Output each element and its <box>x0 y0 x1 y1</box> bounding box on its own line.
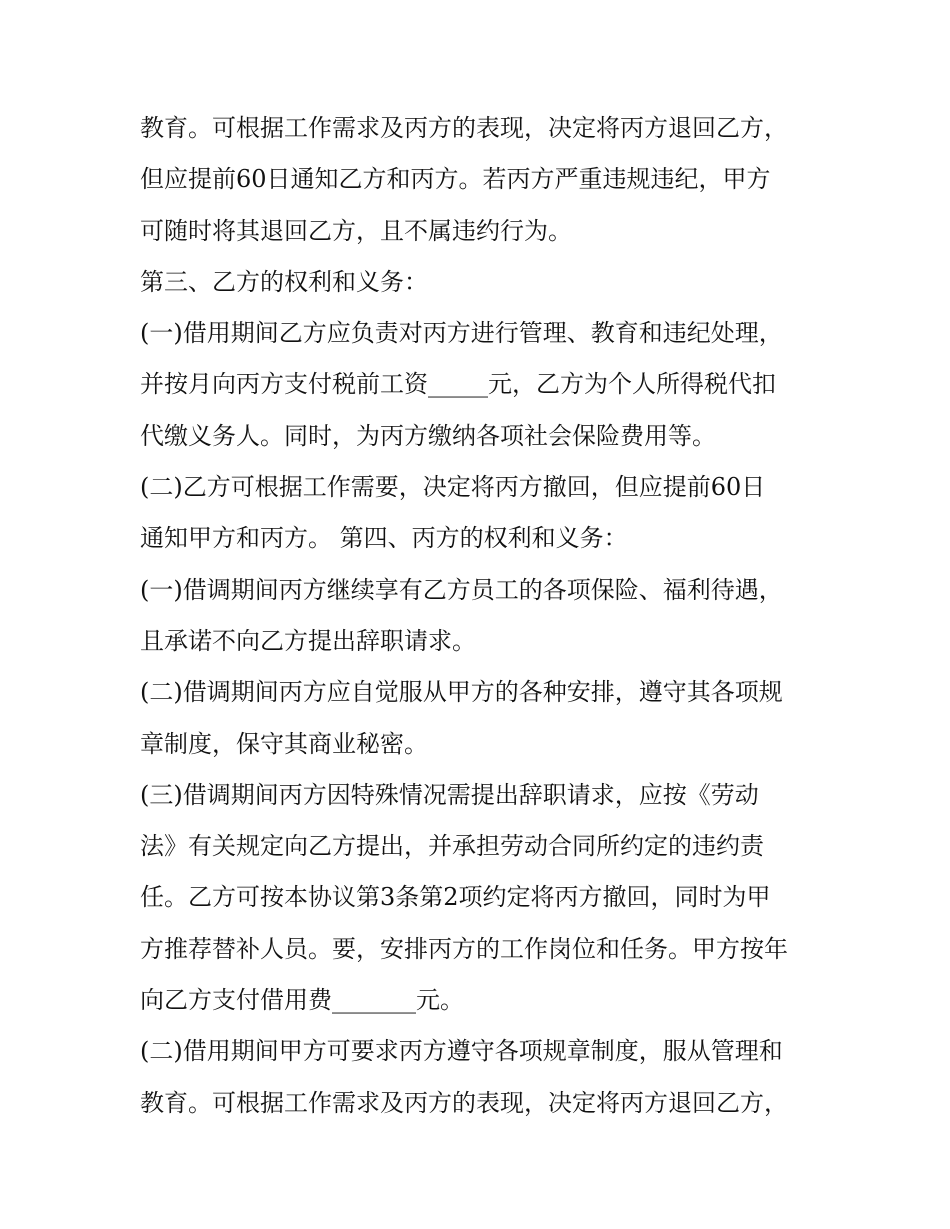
text-line: 教育。可根据工作需求及丙方的表现，决定将丙方退回乙方， <box>140 1088 788 1117</box>
text-line: 且承诺不向乙方提出辞职请求。 <box>140 626 476 655</box>
text-line: 并按月向丙方支付税前工资_____元，乙方为个人所得税代扣 <box>140 370 776 399</box>
text-line: 方推荐替补人员。要，安排丙方的工作岗位和任务。甲方按年 <box>140 934 788 963</box>
text-line: (二)借调期间丙方应自觉服从甲方的各种安排，遵守其各项规 <box>140 678 783 707</box>
text-line: 但应提前60日通知乙方和丙方。若丙方严重违规违纪，甲方 <box>140 165 771 194</box>
text-line: 可随时将其退回乙方，且不属违约行为。 <box>140 216 572 245</box>
document-body <box>140 103 820 1129</box>
text-line: 向乙方支付借用费_______元。 <box>140 986 464 1015</box>
text-line: (二)乙方可根据工作需要，决定将丙方撤回，但应提前60日 <box>140 473 766 502</box>
text-line: 任。乙方可按本协议第3条第2项约定将丙方撤回，同时为甲 <box>140 883 771 912</box>
text-line: 教育。可根据工作需求及丙方的表现，决定将丙方退回乙方， <box>140 114 788 142</box>
text-line: 章制度，保守其商业秘密。 <box>140 729 428 758</box>
text-line: (一)借调期间丙方继续享有乙方员工的各项保险、福利待遇， <box>140 575 783 604</box>
text-line: 通知甲方和丙方。 第四、丙方的权利和义务： <box>140 524 628 553</box>
text-line: (三)借调期间丙方因特殊情况需提出辞职请求，应按《劳动 <box>140 780 759 809</box>
text-line: (一)借用期间乙方应负责对丙方进行管理、教育和违纪处理， <box>140 319 783 348</box>
section-heading: 第三、乙方的权利和义务： <box>140 267 428 296</box>
text-line: (二)借用期间甲方可要求丙方遵守各项规章制度，服从管理和 <box>140 1037 783 1066</box>
text-line: 代缴义务人。同时，为丙方缴纳各项社会保险费用等。 <box>140 421 716 450</box>
text-line: 法》有关规定向乙方提出，并承担劳动合同所约定的违约责 <box>140 832 764 861</box>
